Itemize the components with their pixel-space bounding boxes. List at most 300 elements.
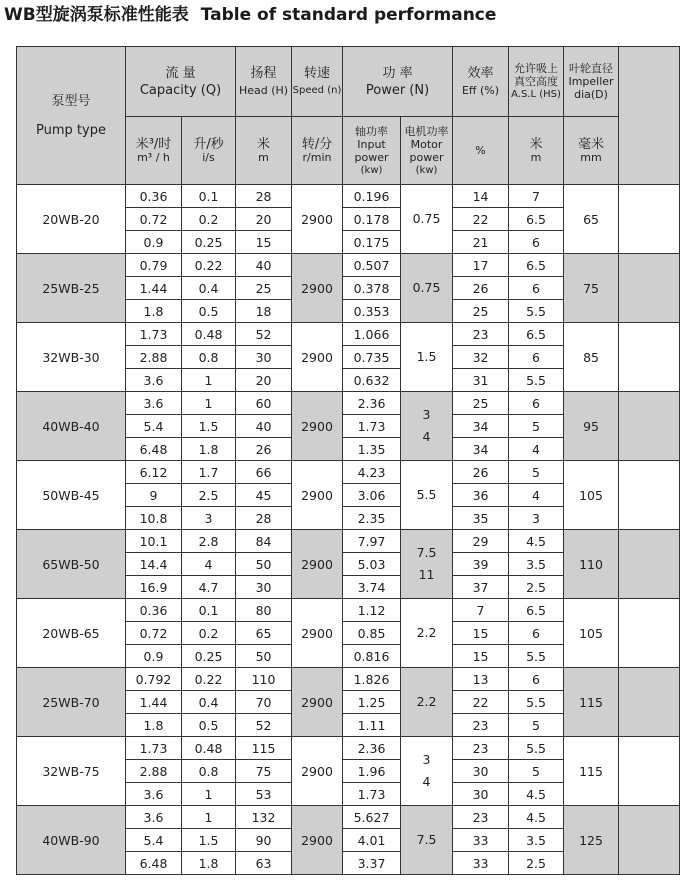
suction-height-cell: 5.5 bbox=[509, 369, 564, 392]
impeller-dia-cell: 85 bbox=[564, 323, 619, 392]
pump-model-cell: 50WB-45 bbox=[17, 461, 126, 530]
motor-power-cell bbox=[401, 461, 453, 530]
input-power-cell: 0.85 bbox=[343, 622, 401, 645]
efficiency-cell: 26 bbox=[453, 461, 509, 484]
suction-height-cell: 3 bbox=[509, 507, 564, 530]
capacity-ls-cell: 0.1 bbox=[182, 185, 236, 208]
performance-table-wrapper bbox=[16, 46, 679, 875]
input-power-cell: 1.12 bbox=[343, 599, 401, 622]
head-cell: 50 bbox=[236, 645, 292, 668]
capacity-ls-cell: 0.25 bbox=[182, 231, 236, 254]
efficiency-cell: 34 bbox=[453, 415, 509, 438]
impeller-cn: 叶轮直径 bbox=[569, 62, 614, 75]
capacity-m3h-cell: 5.4 bbox=[126, 829, 182, 852]
head-cell: 28 bbox=[236, 185, 292, 208]
capacity-m3h-cell: 0.36 bbox=[126, 185, 182, 208]
efficiency-cell: 32 bbox=[453, 346, 509, 369]
capacity-m3h-cell: 1.73 bbox=[126, 323, 182, 346]
efficiency-cell: 23 bbox=[453, 323, 509, 346]
table-row bbox=[17, 185, 680, 208]
blank-cell bbox=[619, 599, 680, 668]
impeller-en-1: Impeller bbox=[568, 75, 614, 88]
impeller-dia-cell: 110 bbox=[564, 530, 619, 599]
efficiency-cell: 29 bbox=[453, 530, 509, 553]
title-chinese: WB型旋涡泵标准性能表 bbox=[4, 5, 189, 25]
motor-power-en-2: power bbox=[409, 150, 444, 164]
efficiency-cell: 34 bbox=[453, 438, 509, 461]
motor-power-value: 2.2 bbox=[416, 694, 437, 709]
capacity-m3h-cell: 1.8 bbox=[126, 300, 182, 323]
input-power-cell: 0.507 bbox=[343, 254, 401, 277]
motor-power-value: 4 bbox=[422, 429, 431, 444]
title-english: Table of standard performance bbox=[200, 5, 497, 25]
motor-power-cell bbox=[401, 323, 453, 392]
head-cell: 52 bbox=[236, 714, 292, 737]
input-power-cell: 3.74 bbox=[343, 576, 401, 599]
blank-cell bbox=[619, 461, 680, 530]
capacity-ls-cell: 0.4 bbox=[182, 691, 236, 714]
suction-height-cell: 5 bbox=[509, 760, 564, 783]
pump-model-cell: 25WB-25 bbox=[17, 254, 126, 323]
blank-cell bbox=[619, 737, 680, 806]
suction-height-cell: 6 bbox=[509, 277, 564, 300]
pump-group bbox=[17, 668, 680, 737]
capacity-ls-cell: 1 bbox=[182, 783, 236, 806]
capacity-m3h-cell: 6.12 bbox=[126, 461, 182, 484]
head-cell: 50 bbox=[236, 553, 292, 576]
suction-height-cell: 3.5 bbox=[509, 829, 564, 852]
pump-group bbox=[17, 806, 680, 875]
efficiency-cell: 35 bbox=[453, 507, 509, 530]
input-power-en-1: Input bbox=[357, 137, 386, 151]
motor-power-cell bbox=[401, 530, 453, 599]
eff-en: Eff (%) bbox=[461, 83, 500, 97]
capacity-ls-cell: 1.8 bbox=[182, 852, 236, 875]
capacity-ls-cell: 3 bbox=[182, 507, 236, 530]
impeller-dia-cell: 105 bbox=[564, 599, 619, 668]
unit-m3h-header bbox=[126, 117, 182, 185]
capacity-ls-cell: 1.5 bbox=[182, 415, 236, 438]
motor-power-cell bbox=[401, 806, 453, 875]
impeller-dia-cell: 95 bbox=[564, 392, 619, 461]
input-power-cell: 0.816 bbox=[343, 645, 401, 668]
speed-cn: 转速 bbox=[304, 65, 331, 81]
capacity-m3h-cell: 14.4 bbox=[126, 553, 182, 576]
pump-model-cell: 40WB-40 bbox=[17, 392, 126, 461]
input-power-cell: 1.73 bbox=[343, 783, 401, 806]
speed-cell: 2900 bbox=[292, 461, 343, 530]
capacity-ls-cell: 4 bbox=[182, 553, 236, 576]
input-power-cell: 2.36 bbox=[343, 737, 401, 760]
table-row bbox=[17, 461, 680, 484]
table-row bbox=[17, 530, 680, 553]
unit-ls-cn: 升/秒 bbox=[193, 136, 224, 152]
unit-ls-header bbox=[182, 117, 236, 185]
input-power-cell: 0.175 bbox=[343, 231, 401, 254]
capacity-m3h-cell: 0.9 bbox=[126, 645, 182, 668]
capacity-cn: 流 量 bbox=[165, 65, 196, 81]
suction-height-cell: 4.5 bbox=[509, 530, 564, 553]
efficiency-cell: 7 bbox=[453, 599, 509, 622]
unit-hs-cn: 米 bbox=[529, 136, 543, 152]
suction-height-cell: 2.5 bbox=[509, 852, 564, 875]
motor-power-en-3: (kw) bbox=[415, 164, 438, 176]
unit-head-header bbox=[236, 117, 292, 185]
head-header bbox=[236, 47, 292, 117]
head-cell: 28 bbox=[236, 507, 292, 530]
motor-power-cn: 电机功率 bbox=[404, 124, 449, 138]
motor-power-cell bbox=[401, 737, 453, 806]
input-power-header bbox=[343, 117, 401, 185]
capacity-ls-cell: 0.5 bbox=[182, 300, 236, 323]
speed-cell: 2900 bbox=[292, 806, 343, 875]
capacity-m3h-cell: 3.6 bbox=[126, 392, 182, 415]
suction-height-cell: 6 bbox=[509, 392, 564, 415]
motor-power-value: 11 bbox=[418, 567, 435, 582]
input-power-cell: 0.632 bbox=[343, 369, 401, 392]
suction-height-cell: 4 bbox=[509, 438, 564, 461]
capacity-m3h-cell: 0.792 bbox=[126, 668, 182, 691]
motor-power-value: 2.2 bbox=[416, 625, 437, 640]
unit-rpm-header bbox=[292, 117, 343, 185]
head-cell: 132 bbox=[236, 806, 292, 829]
head-cell: 15 bbox=[236, 231, 292, 254]
pump-model-cell: 32WB-30 bbox=[17, 323, 126, 392]
head-cell: 80 bbox=[236, 599, 292, 622]
impeller-dia-cell: 115 bbox=[564, 668, 619, 737]
impeller-dia-cell: 65 bbox=[564, 185, 619, 254]
capacity-m3h-cell: 16.9 bbox=[126, 576, 182, 599]
input-power-cell: 4.23 bbox=[343, 461, 401, 484]
head-cell: 18 bbox=[236, 300, 292, 323]
efficiency-cell: 30 bbox=[453, 760, 509, 783]
capacity-ls-cell: 0.48 bbox=[182, 323, 236, 346]
suction-height-cell: 5 bbox=[509, 415, 564, 438]
unit-hs-en: m bbox=[530, 150, 542, 164]
suction-height-cell: 5.5 bbox=[509, 300, 564, 323]
speed-header bbox=[292, 47, 343, 117]
asl-header bbox=[509, 47, 564, 117]
pump-group bbox=[17, 254, 680, 323]
unit-mm-header bbox=[564, 117, 619, 185]
input-power-cell: 1.35 bbox=[343, 438, 401, 461]
suction-height-cell: 6.5 bbox=[509, 323, 564, 346]
capacity-ls-cell: 0.8 bbox=[182, 760, 236, 783]
table-row bbox=[17, 806, 680, 829]
input-power-cell: 0.196 bbox=[343, 185, 401, 208]
impeller-dia-cell: 105 bbox=[564, 461, 619, 530]
capacity-ls-cell: 1.5 bbox=[182, 829, 236, 852]
capacity-ls-cell: 4.7 bbox=[182, 576, 236, 599]
impeller-dia-cell: 125 bbox=[564, 806, 619, 875]
input-power-cell: 5.627 bbox=[343, 806, 401, 829]
speed-cell: 2900 bbox=[292, 185, 343, 254]
table-row bbox=[17, 323, 680, 346]
table-row bbox=[17, 737, 680, 760]
impeller-dia-cell: 115 bbox=[564, 737, 619, 806]
suction-height-cell: 2.5 bbox=[509, 576, 564, 599]
suction-height-cell: 6 bbox=[509, 346, 564, 369]
motor-power-value: 4 bbox=[422, 774, 431, 789]
pump-model-cell: 65WB-50 bbox=[17, 530, 126, 599]
pump-group bbox=[17, 737, 680, 806]
capacity-m3h-cell: 2.88 bbox=[126, 760, 182, 783]
impeller-header bbox=[564, 47, 619, 117]
pump-model-cell: 40WB-90 bbox=[17, 806, 126, 875]
capacity-m3h-cell: 3.6 bbox=[126, 369, 182, 392]
blank-cell bbox=[619, 668, 680, 737]
suction-height-cell: 4 bbox=[509, 484, 564, 507]
efficiency-cell: 22 bbox=[453, 691, 509, 714]
head-cell: 26 bbox=[236, 438, 292, 461]
efficiency-cell: 17 bbox=[453, 254, 509, 277]
motor-power-en-1: Motor bbox=[410, 137, 443, 151]
input-power-cell: 5.03 bbox=[343, 553, 401, 576]
head-cell: 63 bbox=[236, 852, 292, 875]
capacity-ls-cell: 1 bbox=[182, 806, 236, 829]
suction-height-cell: 6.5 bbox=[509, 599, 564, 622]
capacity-m3h-cell: 9 bbox=[126, 484, 182, 507]
input-power-cell: 3.37 bbox=[343, 852, 401, 875]
suction-height-cell: 5.5 bbox=[509, 645, 564, 668]
asl-cn-1: 允许吸上 bbox=[514, 62, 559, 75]
motor-power-cell bbox=[401, 599, 453, 668]
unit-rpm-en: r/min bbox=[302, 150, 332, 164]
efficiency-cell: 33 bbox=[453, 852, 509, 875]
capacity-ls-cell: 0.5 bbox=[182, 714, 236, 737]
capacity-m3h-cell: 0.79 bbox=[126, 254, 182, 277]
efficiency-cell: 31 bbox=[453, 369, 509, 392]
capacity-m3h-cell: 5.4 bbox=[126, 415, 182, 438]
capacity-ls-cell: 1.7 bbox=[182, 461, 236, 484]
capacity-m3h-cell: 0.36 bbox=[126, 599, 182, 622]
unit-m3h-cn: 米³/时 bbox=[135, 136, 172, 152]
efficiency-cell: 14 bbox=[453, 185, 509, 208]
pump-group bbox=[17, 323, 680, 392]
suction-height-cell: 6 bbox=[509, 231, 564, 254]
motor-power-value: 0.75 bbox=[412, 211, 441, 226]
capacity-ls-cell: 0.8 bbox=[182, 346, 236, 369]
efficiency-cell: 15 bbox=[453, 645, 509, 668]
input-power-cell: 0.378 bbox=[343, 277, 401, 300]
input-power-cell: 7.97 bbox=[343, 530, 401, 553]
head-cell: 40 bbox=[236, 415, 292, 438]
power-en: Power (N) bbox=[365, 82, 430, 98]
unit-hs-header bbox=[509, 117, 564, 185]
capacity-m3h-cell: 1.44 bbox=[126, 691, 182, 714]
capacity-m3h-cell: 2.88 bbox=[126, 346, 182, 369]
table-row bbox=[17, 392, 680, 415]
head-cell: 65 bbox=[236, 622, 292, 645]
motor-power-header bbox=[401, 117, 453, 185]
capacity-ls-cell: 0.2 bbox=[182, 208, 236, 231]
head-cell: 52 bbox=[236, 323, 292, 346]
asl-en: A.S.L (HS) bbox=[511, 89, 561, 100]
suction-height-cell: 5 bbox=[509, 714, 564, 737]
pump-group bbox=[17, 185, 680, 254]
speed-cell: 2900 bbox=[292, 737, 343, 806]
capacity-header bbox=[126, 47, 236, 117]
motor-power-cell bbox=[401, 668, 453, 737]
motor-power-value: 3 bbox=[422, 407, 431, 422]
motor-power-value: 0.75 bbox=[412, 280, 441, 295]
efficiency-cell: 30 bbox=[453, 783, 509, 806]
head-cell: 30 bbox=[236, 346, 292, 369]
power-cn: 功 率 bbox=[382, 65, 413, 81]
blank-header-cell bbox=[619, 47, 680, 185]
suction-height-cell: 3.5 bbox=[509, 553, 564, 576]
unit-ls-en: i/s bbox=[202, 150, 215, 164]
motor-power-value: 7.5 bbox=[416, 545, 437, 560]
input-power-cell: 1.066 bbox=[343, 323, 401, 346]
suction-height-cell: 5 bbox=[509, 461, 564, 484]
unit-mm-en: mm bbox=[580, 150, 602, 164]
input-power-cell: 4.01 bbox=[343, 829, 401, 852]
head-cell: 40 bbox=[236, 254, 292, 277]
efficiency-cell: 25 bbox=[453, 300, 509, 323]
table-header bbox=[17, 47, 680, 185]
eff-cn: 效率 bbox=[467, 65, 494, 81]
motor-power-value: 1.5 bbox=[416, 349, 437, 364]
efficiency-cell: 23 bbox=[453, 737, 509, 760]
capacity-ls-cell: 0.22 bbox=[182, 668, 236, 691]
suction-height-cell: 6 bbox=[509, 622, 564, 645]
head-en: Head (H) bbox=[238, 83, 289, 97]
input-power-cn: 轴功率 bbox=[355, 124, 389, 138]
blank-cell bbox=[619, 530, 680, 599]
speed-cell: 2900 bbox=[292, 599, 343, 668]
motor-power-value: 7.5 bbox=[416, 832, 437, 847]
motor-power-cell bbox=[401, 185, 453, 254]
suction-height-cell: 4.5 bbox=[509, 806, 564, 829]
suction-height-cell: 6.5 bbox=[509, 254, 564, 277]
capacity-ls-cell: 1 bbox=[182, 392, 236, 415]
suction-height-cell: 6.5 bbox=[509, 208, 564, 231]
speed-cell: 2900 bbox=[292, 530, 343, 599]
pump-group bbox=[17, 530, 680, 599]
unit-head-en: m bbox=[258, 150, 269, 164]
input-power-cell: 0.735 bbox=[343, 346, 401, 369]
table-row bbox=[17, 254, 680, 277]
speed-cell: 2900 bbox=[292, 668, 343, 737]
head-cell: 84 bbox=[236, 530, 292, 553]
efficiency-cell: 33 bbox=[453, 829, 509, 852]
input-power-cell: 1.11 bbox=[343, 714, 401, 737]
pump-group bbox=[17, 461, 680, 530]
head-cell: 70 bbox=[236, 691, 292, 714]
capacity-ls-cell: 0.2 bbox=[182, 622, 236, 645]
head-cn: 扬程 bbox=[250, 65, 277, 81]
input-power-en-3: (kw) bbox=[360, 164, 383, 176]
speed-cell: 2900 bbox=[292, 254, 343, 323]
unit-pct: % bbox=[475, 144, 486, 157]
head-cell: 20 bbox=[236, 208, 292, 231]
capacity-ls-cell: 1 bbox=[182, 369, 236, 392]
capacity-m3h-cell: 1.44 bbox=[126, 277, 182, 300]
speed-en: Speed (n) bbox=[292, 84, 342, 96]
blank-cell bbox=[619, 806, 680, 875]
motor-power-value: 3 bbox=[422, 752, 431, 767]
suction-height-cell: 4.5 bbox=[509, 783, 564, 806]
capacity-ls-cell: 0.48 bbox=[182, 737, 236, 760]
pump-group bbox=[17, 392, 680, 461]
efficiency-cell: 37 bbox=[453, 576, 509, 599]
head-cell: 60 bbox=[236, 392, 292, 415]
pump-type-header bbox=[17, 47, 126, 185]
input-power-cell: 0.178 bbox=[343, 208, 401, 231]
head-cell: 115 bbox=[236, 737, 292, 760]
unit-mm-cn: 毫米 bbox=[578, 136, 605, 152]
capacity-ls-cell: 0.25 bbox=[182, 645, 236, 668]
input-power-cell: 3.06 bbox=[343, 484, 401, 507]
eff-header bbox=[453, 47, 509, 117]
head-cell: 20 bbox=[236, 369, 292, 392]
capacity-m3h-cell: 6.48 bbox=[126, 438, 182, 461]
efficiency-cell: 26 bbox=[453, 277, 509, 300]
motor-power-cell bbox=[401, 254, 453, 323]
efficiency-cell: 15 bbox=[453, 622, 509, 645]
capacity-ls-cell: 0.22 bbox=[182, 254, 236, 277]
unit-head-cn: 米 bbox=[257, 136, 271, 152]
efficiency-cell: 23 bbox=[453, 806, 509, 829]
table-row bbox=[17, 668, 680, 691]
speed-cell: 2900 bbox=[292, 323, 343, 392]
efficiency-cell: 25 bbox=[453, 392, 509, 415]
capacity-ls-cell: 0.1 bbox=[182, 599, 236, 622]
capacity-m3h-cell: 3.6 bbox=[126, 783, 182, 806]
blank-cell bbox=[619, 392, 680, 461]
asl-cn-2: 真空高度 bbox=[514, 75, 559, 88]
pump-model-cell: 25WB-70 bbox=[17, 668, 126, 737]
capacity-m3h-cell: 1.73 bbox=[126, 737, 182, 760]
blank-cell bbox=[619, 185, 680, 254]
pump-model-cell: 20WB-20 bbox=[17, 185, 126, 254]
head-cell: 45 bbox=[236, 484, 292, 507]
pump-model-cell: 32WB-75 bbox=[17, 737, 126, 806]
blank-cell bbox=[619, 323, 680, 392]
capacity-en: Capacity (Q) bbox=[139, 82, 222, 98]
capacity-m3h-cell: 10.8 bbox=[126, 507, 182, 530]
input-power-cell: 1.96 bbox=[343, 760, 401, 783]
capacity-ls-cell: 2.5 bbox=[182, 484, 236, 507]
efficiency-cell: 39 bbox=[453, 553, 509, 576]
capacity-ls-cell: 0.4 bbox=[182, 277, 236, 300]
head-cell: 25 bbox=[236, 277, 292, 300]
efficiency-cell: 21 bbox=[453, 231, 509, 254]
table-row bbox=[17, 599, 680, 622]
capacity-m3h-cell: 3.6 bbox=[126, 806, 182, 829]
input-power-cell: 0.353 bbox=[343, 300, 401, 323]
unit-m3h-en: m³ / h bbox=[137, 150, 170, 164]
head-cell: 75 bbox=[236, 760, 292, 783]
unit-pct-header bbox=[453, 117, 509, 185]
power-header bbox=[343, 47, 453, 117]
input-power-cell: 2.36 bbox=[343, 392, 401, 415]
efficiency-cell: 13 bbox=[453, 668, 509, 691]
page-title bbox=[4, 2, 496, 28]
capacity-ls-cell: 2.8 bbox=[182, 530, 236, 553]
suction-height-cell: 5.5 bbox=[509, 737, 564, 760]
performance-table bbox=[16, 46, 680, 875]
capacity-m3h-cell: 1.8 bbox=[126, 714, 182, 737]
capacity-m3h-cell: 0.72 bbox=[126, 622, 182, 645]
capacity-m3h-cell: 0.72 bbox=[126, 208, 182, 231]
efficiency-cell: 22 bbox=[453, 208, 509, 231]
head-cell: 90 bbox=[236, 829, 292, 852]
pump-model-cell: 20WB-65 bbox=[17, 599, 126, 668]
input-power-cell: 1.73 bbox=[343, 415, 401, 438]
suction-height-cell: 7 bbox=[509, 185, 564, 208]
